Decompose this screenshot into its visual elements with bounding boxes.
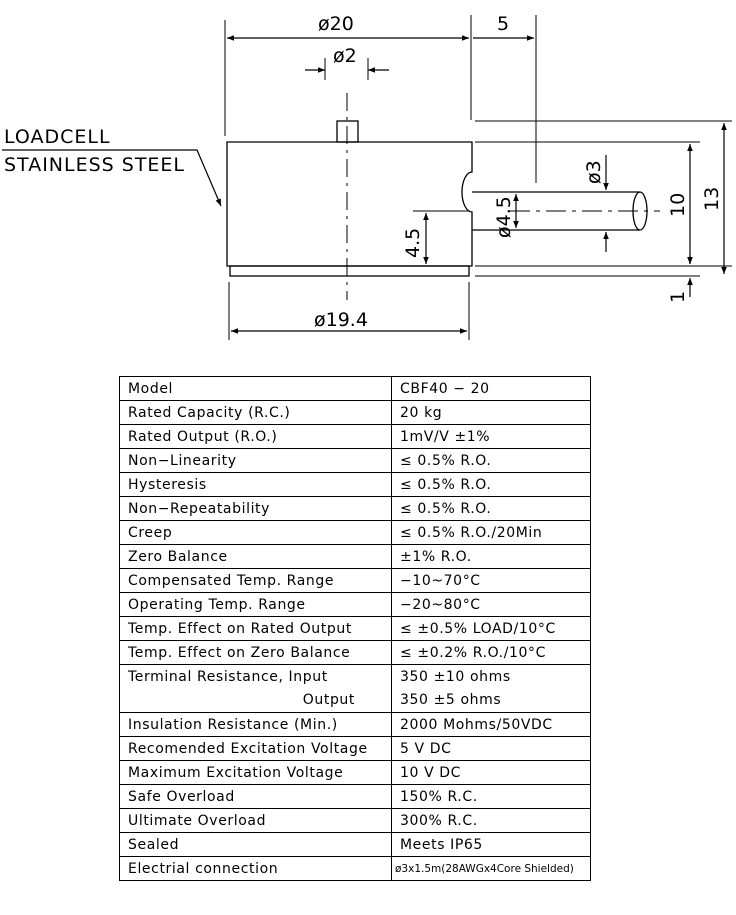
table-row [120,833,591,857]
spec-label: Ultimate Overload [120,809,392,833]
spec-label: Rated Capacity (R.C.) [120,401,392,425]
spec-value: ≤ 0.5% R.O./20Min [392,521,591,545]
dim-hole-height: 4.5 [402,227,424,258]
callout-loadcell: LOADCELL [4,126,111,148]
table-row [120,857,591,881]
spec-label: Electrial connection [120,857,392,881]
spec-value: −20~80°C [392,593,591,617]
table-row [120,593,591,617]
table-row [120,545,591,569]
table-row [120,689,591,713]
spec-value: 5 V DC [392,737,591,761]
dim-cable-diameter: ø3 [583,160,605,184]
spec-label: Hysteresis [120,473,392,497]
spec-label: Temp. Effect on Zero Balance [120,641,392,665]
spec-label: Terminal Resistance, Input [120,665,392,689]
table-row [120,449,591,473]
table-row [120,665,591,689]
spec-value: ±1% R.O. [392,545,591,569]
spec-label: Safe Overload [120,785,392,809]
table-row [120,377,591,401]
spec-value: CBF40 − 20 [392,377,591,401]
spec-value: ø3x1.5m(28AWGx4Core Shielded) [392,857,591,881]
spec-label: Zero Balance [120,545,392,569]
spec-label: Creep [120,521,392,545]
table-row [120,761,591,785]
table-row [120,785,591,809]
spec-value: 350 ±5 ohms [392,689,591,713]
table-row [120,473,591,497]
spec-value: ≤ 0.5% R.O. [392,473,591,497]
dim-hole-diameter: ø4.5 [493,196,515,238]
loadcell-base [230,266,469,276]
spec-label: Maximum Excitation Voltage [120,761,392,785]
spec-value: 350 ±10 ohms [392,665,591,689]
table-row [120,497,591,521]
spec-value: 20 kg [392,401,591,425]
callout-material: STAINLESS STEEL [4,154,186,176]
spec-table [119,376,591,881]
technical-drawing [0,0,736,350]
spec-value: ≤ ±0.5% LOAD/10°C [392,617,591,641]
dim-offset: 5 [497,13,510,35]
table-row [120,809,591,833]
spec-label: Operating Temp. Range [120,593,392,617]
spec-value: ≤ 0.5% R.O. [392,449,591,473]
table-row [120,641,591,665]
dim-outer-diameter: ø20 [318,13,354,35]
spec-label: Rated Output (R.O.) [120,425,392,449]
spec-label: Model [120,377,392,401]
spec-label: Output [120,689,392,713]
dim-body-height: 10 [667,192,689,217]
spec-label: Insulation Resistance (Min.) [120,713,392,737]
spec-value: 150% R.C. [392,785,591,809]
spec-label: Recomended Excitation Voltage [120,737,392,761]
dim-total-height: 13 [701,186,723,211]
dim-rod-diameter: ø2 [333,45,357,67]
dim-base-diameter: ø19.4 [314,309,368,331]
table-row [120,569,591,593]
dim-base-height: 1 [667,290,689,303]
spec-value: 10 V DC [392,761,591,785]
spec-label: Non−Repeatability [120,497,392,521]
spec-label: Non−Linearity [120,449,392,473]
spec-value: 300% R.C. [392,809,591,833]
spec-value: Meets IP65 [392,833,591,857]
table-row [120,737,591,761]
table-row [120,713,591,737]
spec-label: Temp. Effect on Rated Output [120,617,392,641]
table-row [120,401,591,425]
spec-label: Sealed [120,833,392,857]
spec-value: ≤ ±0.2% R.O./10°C [392,641,591,665]
spec-value: −10~70°C [392,569,591,593]
loadcell-body [227,142,472,266]
spec-value: 2000 Mohms/50VDC [392,713,591,737]
spec-value: 1mV/V ±1% [392,425,591,449]
table-row [120,521,591,545]
table-row [120,425,591,449]
spec-value: ≤ 0.5% R.O. [392,497,591,521]
table-row [120,617,591,641]
spec-label: Compensated Temp. Range [120,569,392,593]
